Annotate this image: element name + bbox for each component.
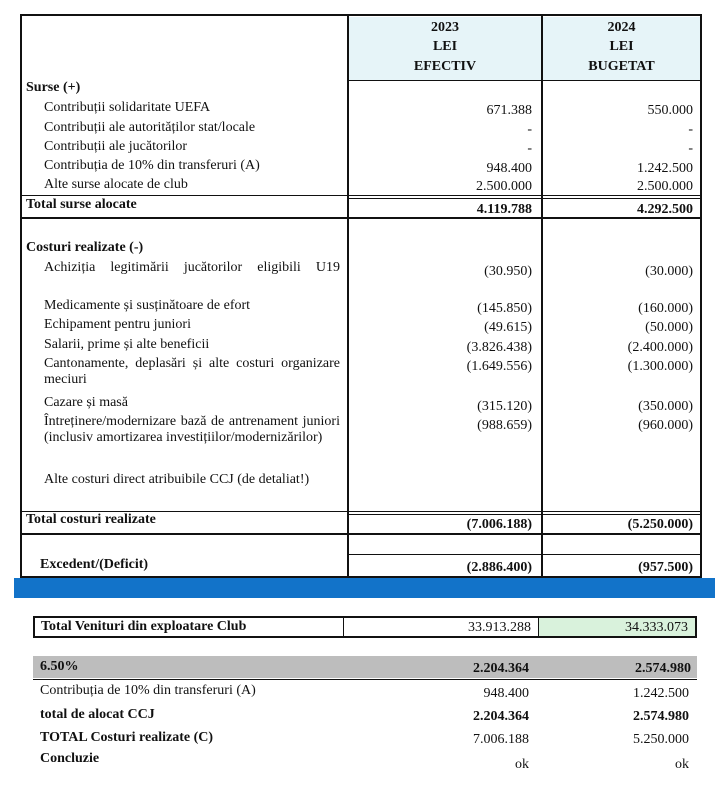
- costuri-title: Costuri realizate (-): [26, 240, 144, 255]
- main-table: [20, 14, 702, 584]
- summary-row-label: Concluzie: [40, 751, 100, 766]
- summary-row-label: TOTAL Costuri realizate (C): [40, 730, 214, 745]
- surse-row-2023: -: [527, 122, 532, 137]
- costuri-row-label: Alte costuri direct atribuibile CCJ (de detaliat!): [44, 472, 310, 487]
- surse-row-2023: 2.500.000: [476, 179, 532, 194]
- surse-total-label: Total surse alocate: [26, 197, 137, 212]
- surse-total-2023: 4.119.788: [476, 202, 532, 217]
- summary-row-2024: 2.574.980: [633, 709, 689, 724]
- summary-bar-bottomline: [33, 679, 697, 680]
- summary-row-2023: 7.006.188: [473, 732, 529, 747]
- summary-row-2023: 948.400: [483, 686, 529, 701]
- header-2023-currency: LEI: [432, 39, 458, 54]
- costuri-row-label: Medicamente și susținătoare de efort: [44, 298, 251, 313]
- costuri-row-2023: (988.659): [477, 418, 532, 433]
- surse-row-2024: -: [688, 141, 693, 156]
- summary-percent-2024: 2.574.980: [635, 661, 691, 676]
- surse-total-2024: 4.292.500: [637, 202, 693, 217]
- header-2023-type: EFECTIV: [413, 59, 477, 74]
- excedent-2024: (957.500): [638, 560, 693, 575]
- costuri-row-label: Achiziția legitimării jucătorilor eligibili U19: [44, 260, 340, 275]
- venituri-divider: [343, 618, 344, 636]
- surse-row-2024: 1.242.500: [637, 161, 693, 176]
- costuri-row-2023: (1.649.556): [466, 359, 532, 374]
- excedent-2023: (2.886.400): [466, 560, 532, 575]
- costuri-row-2024: (960.000): [638, 418, 693, 433]
- costuri-row-2024: (50.000): [645, 320, 693, 335]
- costuri-row-2024: (2.400.000): [627, 340, 693, 355]
- surse-row-2024: 2.500.000: [637, 179, 693, 194]
- header-2024-type: BUGETAT: [588, 59, 655, 74]
- summary-row-2024: 5.250.000: [633, 732, 689, 747]
- col-divider-1: [347, 14, 349, 584]
- costuri-total-valline: [347, 514, 702, 515]
- costuri-row-2023: (315.120): [477, 399, 532, 414]
- surse-total-topline: [20, 195, 702, 196]
- surse-row-label: Alte surse alocate de club: [44, 177, 188, 192]
- costuri-row-2023: (145.850): [477, 301, 532, 316]
- costuri-total-bottomline: [20, 533, 702, 535]
- summary-row-label: Contribuția de 10% din transferuri (A): [40, 683, 256, 698]
- costuri-total-2024: (5.250.000): [627, 517, 693, 532]
- separator-band: [14, 578, 715, 598]
- surse-row-label: Contribuții solidaritate UEFA: [44, 100, 211, 115]
- costuri-row-label: Cantonamente, deplasări și alte costuri organizare meciuri: [44, 356, 340, 387]
- costuri-row-2024: (160.000): [638, 301, 693, 316]
- surse-row-label: Contribuții ale autorităților stat/locale: [44, 120, 256, 135]
- summary-percent-label: 6.50%: [40, 659, 79, 674]
- summary-row-2024: 1.242.500: [633, 686, 689, 701]
- excedent-valline: [347, 554, 702, 555]
- summary-row-2023: 2.204.364: [473, 709, 529, 724]
- surse-row-2024: -: [688, 122, 693, 137]
- summary-conclusion-2023: ok: [515, 757, 529, 772]
- surse-row-2023: 671.388: [486, 103, 532, 118]
- surse-total-valline: [347, 198, 702, 199]
- summary-conclusion-2024: ok: [675, 757, 689, 772]
- venituri-divider: [538, 618, 539, 636]
- surse-row-2023: 948.400: [486, 161, 532, 176]
- costuri-row-2024: (30.000): [645, 264, 693, 279]
- table-top-border: [20, 14, 702, 16]
- table-left-border: [20, 14, 22, 584]
- costuri-row-2023: (49.615): [484, 320, 532, 335]
- surse-title: Surse (+): [26, 80, 81, 95]
- surse-row-label: Contribuții ale jucătorilor: [44, 139, 188, 154]
- surse-row-2024: 550.000: [647, 103, 693, 118]
- costuri-row-2023: (30.950): [484, 264, 532, 279]
- costuri-row-2024: (350.000): [638, 399, 693, 414]
- costuri-row-label: Echipament pentru juniori: [44, 317, 191, 332]
- surse-total-bottomline: [20, 217, 702, 219]
- header-2024-currency: LEI: [609, 39, 634, 54]
- venituri-label: Total Venituri din exploatare Club: [41, 619, 247, 634]
- costuri-row-label: Întreținere/modernizare bază de antrenament juniori (inclusiv amortizarea investițiilor/modernizărilor): [44, 414, 340, 445]
- venituri-box: [33, 616, 697, 638]
- venituri-2024: 34.333.073: [625, 620, 688, 635]
- costuri-row-2023: (3.826.438): [466, 340, 532, 355]
- table-right-border: [700, 14, 702, 584]
- surse-row-2023: -: [527, 141, 532, 156]
- costuri-total-2023: (7.006.188): [466, 517, 532, 532]
- summary-percent-2023: 2.204.364: [473, 661, 529, 676]
- excedent-label: Excedent/(Deficit): [40, 557, 149, 572]
- costuri-row-2024: (1.300.000): [627, 359, 693, 374]
- venituri-2023: 33.913.288: [468, 620, 531, 635]
- col-divider-2: [541, 14, 543, 584]
- surse-row-label: Contribuția de 10% din transferuri (A): [44, 158, 260, 173]
- header-2024-year: 2024: [607, 20, 636, 35]
- costuri-row-label: Cazare și masă: [44, 395, 128, 410]
- header-underline: [347, 80, 702, 81]
- summary-row-label: total de alocat CCJ: [40, 707, 155, 722]
- costuri-row-label: Salarii, prime și alte beneficii: [44, 337, 210, 352]
- header-2023-year: 2023: [431, 20, 459, 35]
- costuri-total-label: Total costuri realizate: [26, 512, 156, 527]
